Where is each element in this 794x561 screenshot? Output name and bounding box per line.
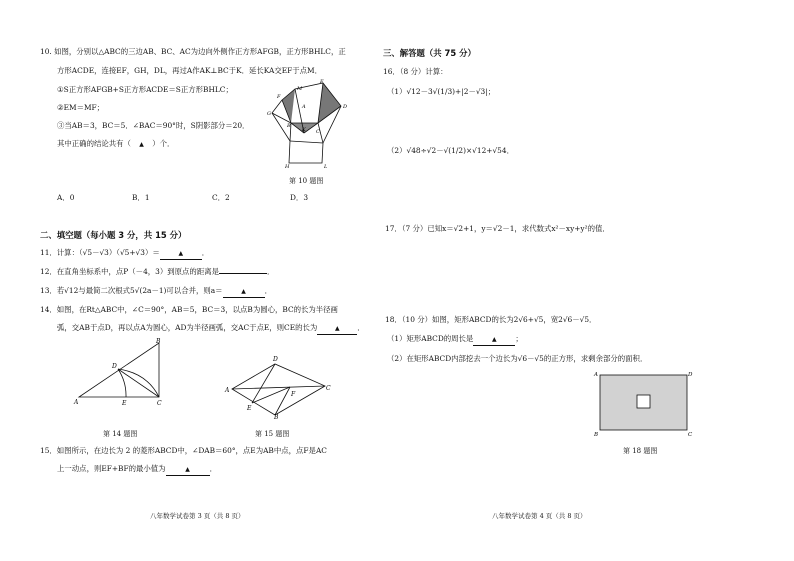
q14-line1: 14．如图，在Rt△ABC中，∠C＝90°，AB＝5，BC＝3，以点B为圆心，BC的长为半径画 — [40, 305, 338, 314]
q13-end: ． — [264, 286, 272, 295]
q10-option-b: B．1 — [132, 193, 150, 202]
q10-option-d: D．3 — [290, 193, 309, 202]
q10-figure — [262, 78, 362, 174]
fill-section-header: 二、填空题（每小题 3 分，共 15 分） — [40, 230, 187, 240]
q14-answer-blank[interactable] — [317, 323, 357, 335]
q11-text: 11．计算：（√5－√3）（√5+√3）＝ — [40, 248, 160, 257]
q18-answer-blank[interactable] — [473, 334, 515, 346]
q13-marker: ▲ — [241, 288, 246, 295]
q10-label-l: L — [324, 164, 328, 170]
q15-label-c: C — [326, 385, 331, 392]
q10-statement3: ③当AB＝3，BC＝5．∠BAC＝90°时，S阴影部分＝20． — [57, 121, 250, 130]
q11-end: ． — [201, 248, 210, 257]
q10-label-m: M — [297, 86, 303, 92]
q13-answer-blank[interactable] — [223, 286, 265, 298]
q18-part1 — [387, 334, 523, 346]
q10-label-f: F — [277, 94, 281, 100]
q14-marker: ▲ — [334, 325, 340, 332]
q10-ask: 其中正确的结论共有（ — [57, 139, 131, 148]
q15-label-d: D — [273, 356, 278, 363]
q11-answer-blank[interactable] — [160, 248, 202, 260]
q10-label-e: E — [320, 79, 324, 85]
q18-label-b: B — [594, 432, 599, 438]
q10-statement1: ①S正方形AFGB+S正方形ACDE＝S正方形BHLC； — [57, 85, 233, 94]
q14-label-e: E — [122, 400, 127, 407]
q14-label-d: D — [112, 363, 117, 370]
q15-marker: ▲ — [185, 466, 190, 473]
q12-text: 12．在直角坐标系中，点P（－4，3）到原点的距离是 — [40, 267, 219, 276]
q10-line2: 方形ACDE，连接EF，GH，DL，再过A作AK⊥BC于K．延长KA交EF于点M． — [57, 66, 322, 75]
q17-text: 17．（7 分）已知x＝√2+1，y＝√2－1，求代数式x²－xy+y²的值． — [385, 224, 610, 233]
q10-line1: 10. 如图，分别以△ABC的三边AB、BC、AC为边向外侧作正方形AFGB，正方形BHLC，正 — [40, 47, 346, 56]
footer-right: 八年数学试卷第 4 页（共 8 页） — [492, 512, 587, 520]
q13-text: 13．若√12与最简二次根式5√(2a－1)可以合并，则a＝ — [40, 286, 223, 295]
q18-figure — [593, 368, 693, 438]
q10-option-c: C．2 — [212, 193, 230, 202]
q14-figure — [72, 337, 172, 409]
q10-shade-triangle-3 — [318, 83, 341, 123]
q18-label-d: D — [688, 372, 693, 378]
q10-label-a: A — [302, 104, 306, 110]
q16-title: 16．（8 分）计算： — [383, 67, 448, 76]
right-page — [383, 0, 794, 561]
q14-caption: 第 14 题图 — [103, 430, 138, 438]
q15-label-e: E — [247, 405, 252, 412]
q15-caption: 第 15 题图 — [255, 430, 290, 438]
q18-removed-square — [637, 395, 650, 408]
q10-marker: ▲ — [139, 141, 144, 148]
q14-label-c: C — [157, 400, 162, 407]
q15-text: 上一动点，则EF+BF的最小值为 — [57, 464, 166, 473]
q15-label-b: B — [274, 414, 279, 419]
q10-statement2: ②EM＝MF； — [57, 103, 105, 112]
q15-label-f: F — [291, 391, 296, 398]
q16-part1: （1）√12－3√(1/3)+|2－√3|； — [387, 87, 496, 96]
q10-label-b: B — [287, 123, 291, 129]
q10-caption: 第 10 题图 — [289, 177, 324, 185]
q15-label-a: A — [225, 387, 230, 394]
q14-label-a: A — [74, 399, 79, 406]
q18-line1: 18．（10 分）如图，矩形ABCD的长为2√6+√5，宽2√6－√5． — [385, 315, 597, 324]
q14-label-b: B — [156, 338, 161, 345]
q14-text: 弧，交AB于点D，再以点A为圆心，AD为半径画弧，交AC于点E，则CE的长为 — [57, 323, 318, 332]
q12-end: ． — [267, 267, 275, 276]
q18-caption: 第 18 题图 — [623, 447, 658, 455]
q15-answer-blank[interactable] — [166, 464, 210, 476]
q10-label-k: K — [302, 127, 306, 133]
q18-label-c: C — [688, 432, 693, 438]
q14-end: ． — [357, 323, 365, 332]
answer-section-header: 三、解答题（共 75 分） — [383, 48, 476, 58]
q15-line1: 15．如图所示，在边长为 2 的菱形ABCD中，∠DAB＝60°，点E为AB中点，点F是AC — [40, 446, 327, 455]
q16-part2: （2）√48÷√2－√(1/2)×√12+√54． — [387, 146, 514, 155]
q13 — [40, 286, 272, 298]
q18-marker: ▲ — [492, 336, 497, 343]
q10-question — [57, 139, 174, 150]
q18-part2: （2）在矩形ABCD内部挖去一个边长为√6－√5的正方形，求剩余部分的面积． — [387, 354, 648, 363]
q15-figure — [222, 353, 332, 419]
q18-part1-end: ； — [515, 334, 523, 343]
footer-left: 八年数学试卷第 3 页（共 8 页） — [150, 512, 245, 520]
q12 — [40, 267, 274, 277]
q10-label-c: C — [316, 129, 320, 135]
q10-option-a: A．0 — [57, 193, 75, 202]
q10-label-d: D — [343, 104, 348, 110]
q12-answer-blank[interactable] — [219, 273, 267, 274]
q11-marker: ▲ — [178, 250, 184, 257]
q14-line2 — [57, 323, 365, 335]
q15-line2 — [57, 464, 217, 476]
q18-part1-text: （1）矩形ABCD的周长是 — [387, 334, 474, 343]
q11 — [40, 248, 209, 260]
q10-label-g: G — [267, 111, 271, 117]
q18-label-a: A — [594, 372, 598, 378]
q10-label-h: H — [285, 164, 290, 170]
q15-end: ． — [209, 464, 217, 473]
q10-ask-end: ）个． — [152, 139, 175, 148]
